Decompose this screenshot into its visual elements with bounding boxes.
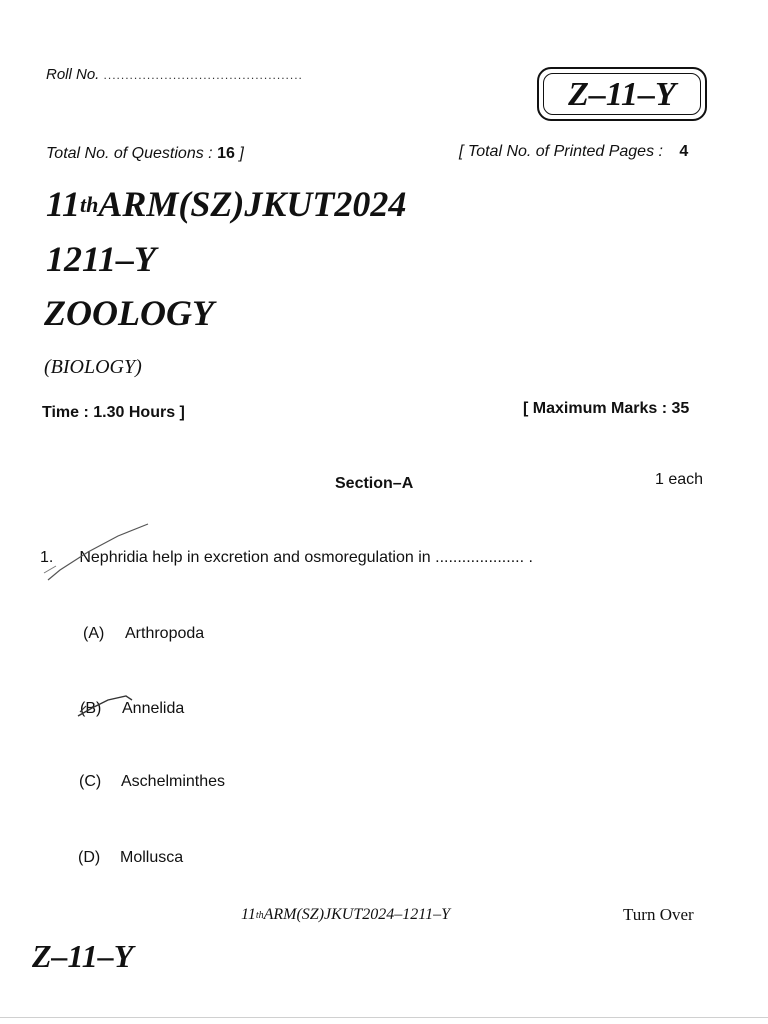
paper-code-box — [537, 67, 707, 121]
time-allowed: Time : 1.30 Hours ] — [42, 404, 185, 421]
footer-code-rest: ARM(SZ)JKUT2024–1211–Y — [263, 906, 450, 923]
option-text: Annelida — [122, 700, 185, 717]
question-1 — [40, 549, 533, 567]
subject-title: ZOOLOGY — [44, 293, 214, 333]
option-label: (C) — [79, 773, 102, 790]
paper-code: Z–11–Y — [568, 76, 676, 113]
page-edge-line — [0, 1017, 768, 1018]
footer-code — [241, 906, 450, 924]
section-marks: 1 each — [655, 471, 704, 488]
total-pages-label: [ Total No. of Printed Pages : — [459, 143, 663, 160]
section-title: Section–A — [335, 475, 414, 492]
roll-number-field — [46, 66, 303, 83]
exam-title — [46, 183, 406, 225]
option-label: (A) — [83, 625, 105, 642]
footer-paper-code: Z–11–Y — [32, 938, 134, 974]
option-c — [79, 773, 225, 791]
question-text: Nephridia help in excretion and osmoregulation in .................... . — [79, 549, 533, 566]
roll-label: Roll No. — [46, 66, 100, 83]
total-questions-close: ] — [239, 145, 244, 162]
subject-subtitle: (BIOLOGY) — [44, 356, 142, 378]
exam-title-prefix: 11 — [46, 184, 81, 224]
maximum-marks: [ Maximum Marks : 35 — [523, 400, 690, 417]
roll-dots: .............................................. — [103, 68, 303, 82]
option-label: (D) — [78, 849, 101, 866]
footer-code-prefix: 11 — [241, 906, 256, 923]
option-text: Aschelminthes — [121, 773, 226, 790]
turn-over-label: Turn Over — [623, 905, 694, 924]
option-d — [78, 849, 183, 867]
option-a — [83, 625, 204, 643]
question-number: 1. — [40, 549, 54, 566]
paper-number: 1211–Y — [46, 239, 157, 279]
total-questions-value: 16 — [217, 145, 235, 162]
footer-code-sup: th — [255, 910, 264, 921]
option-b — [80, 700, 184, 718]
exam-title-rest: ARM(SZ)JKUT2024 — [98, 184, 407, 224]
option-text: Arthropoda — [125, 625, 205, 642]
total-pages-value: 4 — [679, 143, 689, 160]
total-pages — [459, 143, 688, 161]
exam-title-sup: th — [80, 192, 99, 217]
tick-mark-question-2 — [44, 566, 56, 573]
total-questions-label: Total No. of Questions : — [46, 145, 213, 162]
option-text: Mollusca — [120, 849, 184, 866]
total-questions — [46, 145, 244, 163]
option-label: (B) — [80, 700, 102, 717]
